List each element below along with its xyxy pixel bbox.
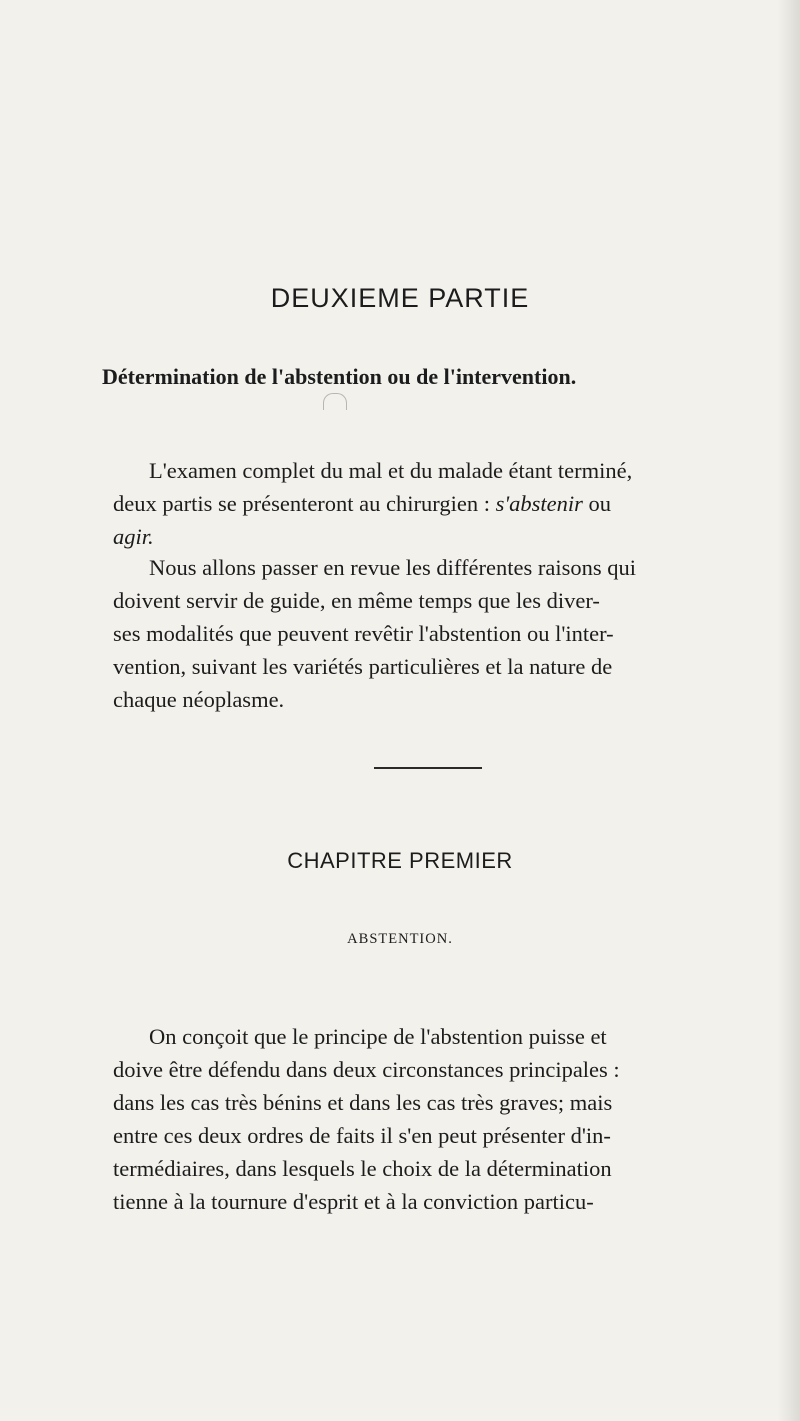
- text-line: dans les cas très bénins et dans les cas très graves; mais: [113, 1090, 613, 1115]
- text-line: chaque néoplasme.: [113, 687, 285, 712]
- section-divider: [374, 767, 482, 769]
- chapter-title: CHAPITRE PREMIER: [287, 848, 513, 873]
- text-line: doivent servir de guide, en même temps que les diver-: [113, 588, 600, 613]
- pencil-mark: [323, 393, 347, 410]
- paragraph-intro: [113, 454, 789, 553]
- text-line: L'examen complet du mal et du malade étant terminé,: [149, 458, 633, 483]
- text-line: agir.: [113, 524, 154, 549]
- paragraph-review: [113, 551, 789, 716]
- part-subtitle: Détermination de l'abstention ou de l'intervention.: [102, 364, 577, 389]
- text-line: [113, 487, 789, 520]
- text-line: vention, suivant les variétés particulières et la nature de: [113, 654, 613, 679]
- text-line: ses modalités que peuvent revêtir l'abstention ou l'inter-: [113, 621, 614, 646]
- text-line: Nous allons passer en revue les différentes raisons qui: [149, 555, 636, 580]
- text-line: doive être défendu dans deux circonstances principales :: [113, 1057, 620, 1082]
- part-title: DEUXIEME PARTIE: [270, 283, 530, 313]
- text-line: On conçoit que le principe de l'abstention puisse et: [149, 1024, 607, 1049]
- section-title: ABSTENTION.: [347, 931, 453, 947]
- text-span: ou: [582, 491, 612, 516]
- text-span: deux partis se présenteront au chirurgien :: [113, 491, 496, 516]
- italic-term-abstain: s'abstenir: [495, 491, 583, 516]
- paragraph-abstention: [113, 1020, 789, 1218]
- text-line: termédiaires, dans lesquels le choix de la détermination: [113, 1156, 612, 1181]
- text-line: entre ces deux ordres de faits il s'en peut présenter d'in-: [113, 1123, 611, 1148]
- text-line: tienne à la tournure d'esprit et à la conviction particu-: [113, 1189, 594, 1214]
